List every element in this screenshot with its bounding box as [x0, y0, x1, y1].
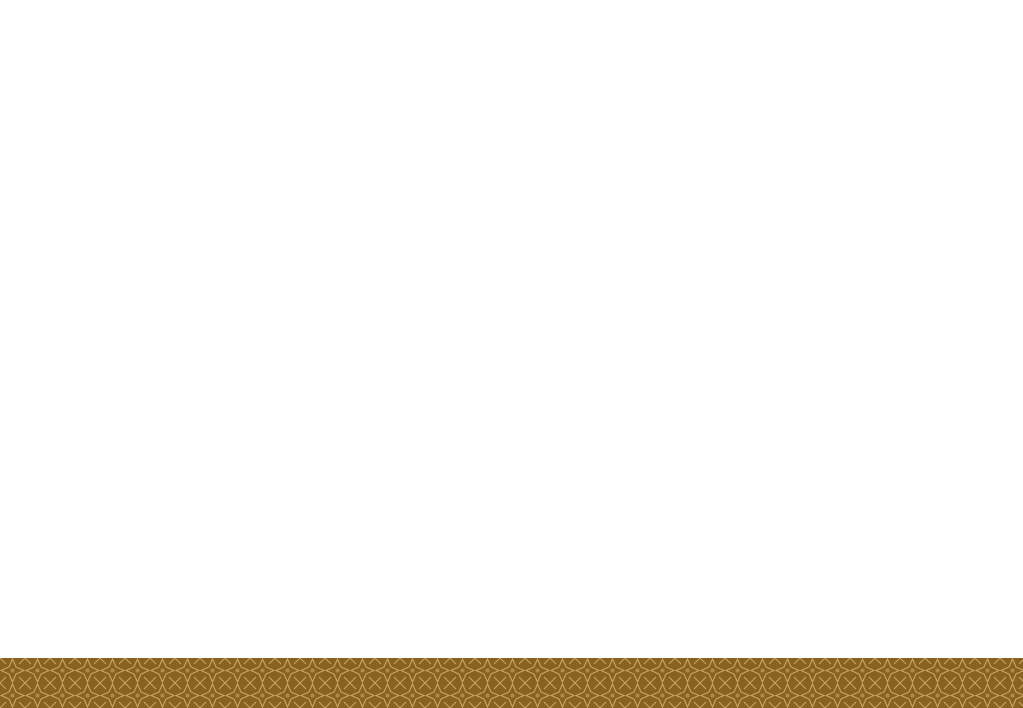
- geometric-pattern: [0, 658, 1023, 708]
- decorative-pattern-band: [0, 658, 1023, 708]
